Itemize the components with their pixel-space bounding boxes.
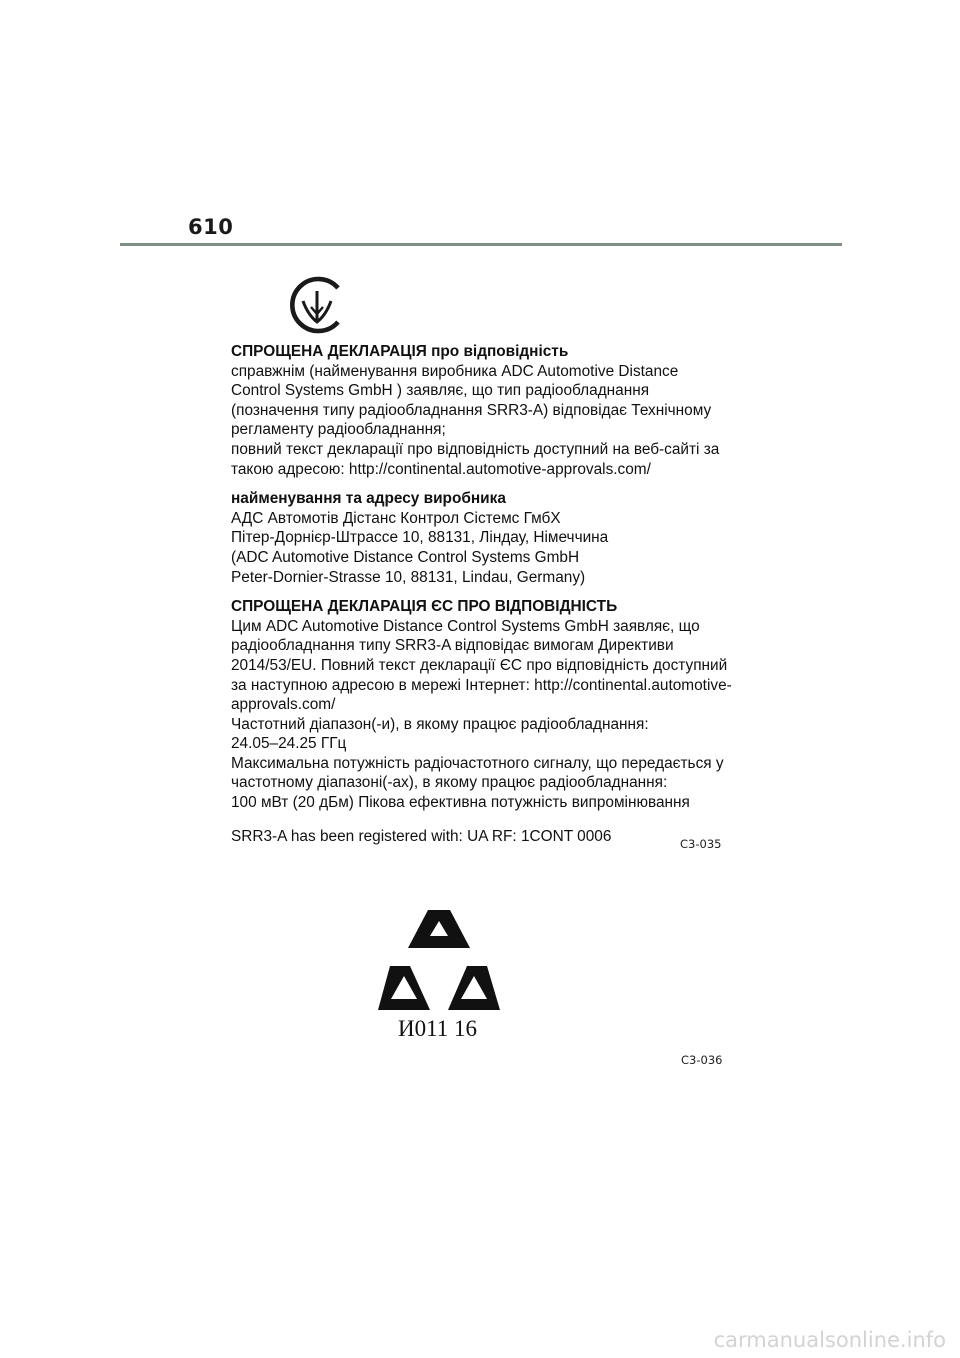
- ukrainian-conformity-mark-icon: [286, 273, 348, 337]
- text-line: регламенту радіообладнання;: [231, 421, 446, 439]
- text-line: справжнім (найменування виробника ADC Automotive Distance: [231, 362, 679, 380]
- text-line: Пітер-Дорнієр-Штрассе 10, 88131, Ліндау, Німеччина: [231, 529, 609, 547]
- watermark: carmanualsonline.info: [713, 1328, 946, 1352]
- eu-declaration-section: [231, 597, 751, 813]
- text-line: (позначення типу радіообладнання SRR3-A) відповідає Технічному: [231, 401, 712, 419]
- text-line: 100 мВт (20 дБм) Пікова ефективна потужність випромінювання: [231, 794, 690, 812]
- text-line: за наступною адресою в мережі Інтернет: http://continental.automotive-: [231, 676, 732, 694]
- text-line: такою адресою: http://continental.automotive-approvals.com/: [231, 460, 651, 478]
- text-line: Частотний діапазон(-и), в якому працює радіообладнання:: [231, 715, 649, 733]
- text-line: Максимальна потужність радіочастотного сигналу, що передається у: [231, 754, 724, 772]
- figure-code: C3-036: [681, 1053, 723, 1067]
- text-line: частотному діапазоні(-ах), в якому працює радіообладнання:: [231, 774, 668, 792]
- text-line: Control Systems GmbH ) заявляє, що тип радіообладнання: [231, 382, 650, 400]
- conformity-mark-code: И011 16: [398, 1016, 478, 1041]
- section-heading: СПРОЩЕНА ДЕКЛАРАЦІЯ про відповідність: [231, 343, 569, 360]
- text-line: 2014/53/EU. Повний текст декларації ЄС про відповідність доступний: [231, 656, 728, 674]
- figure-code: C3-035: [680, 837, 722, 851]
- simplified-declaration-section: [231, 342, 751, 479]
- text-line: повний текст декларації про відповідність доступний на веб-сайті за: [231, 440, 720, 458]
- text-line: Цим ADC Automotive Distance Control Systems GmbH заявляє, що: [231, 617, 700, 635]
- text-line: 24.05–24.25 ГГц: [231, 735, 347, 753]
- text-line: Peter-Dornier-Strasse 10, 88131, Lindau, Germany): [231, 568, 586, 586]
- text-line: АДС Автомотів Дістанс Контрол Сістемс ГмбХ: [231, 509, 561, 527]
- text-line: approvals.com/: [231, 696, 336, 714]
- manufacturer-section: [231, 489, 751, 587]
- page-number: 610: [188, 215, 234, 239]
- text-line: радіообладнання типу SRR3-A відповідає вимогам Директиви: [231, 637, 674, 655]
- conformity-triangles-icon: [378, 910, 500, 1012]
- text-line: (ADC Automotive Distance Control Systems GmbH: [231, 548, 580, 566]
- registration-text: SRR3-A has been registered with: UA RF: 1CONT 0006: [231, 827, 612, 845]
- section-heading: СПРОЩЕНА ДЕКЛАРАЦІЯ ЄС ПРО ВІДПОВІДНІСТЬ: [231, 598, 618, 616]
- section-heading: найменування та адресу виробника: [231, 490, 506, 508]
- header-divider: [120, 243, 842, 246]
- document-body: [231, 342, 751, 846]
- registration-section: [231, 827, 751, 847]
